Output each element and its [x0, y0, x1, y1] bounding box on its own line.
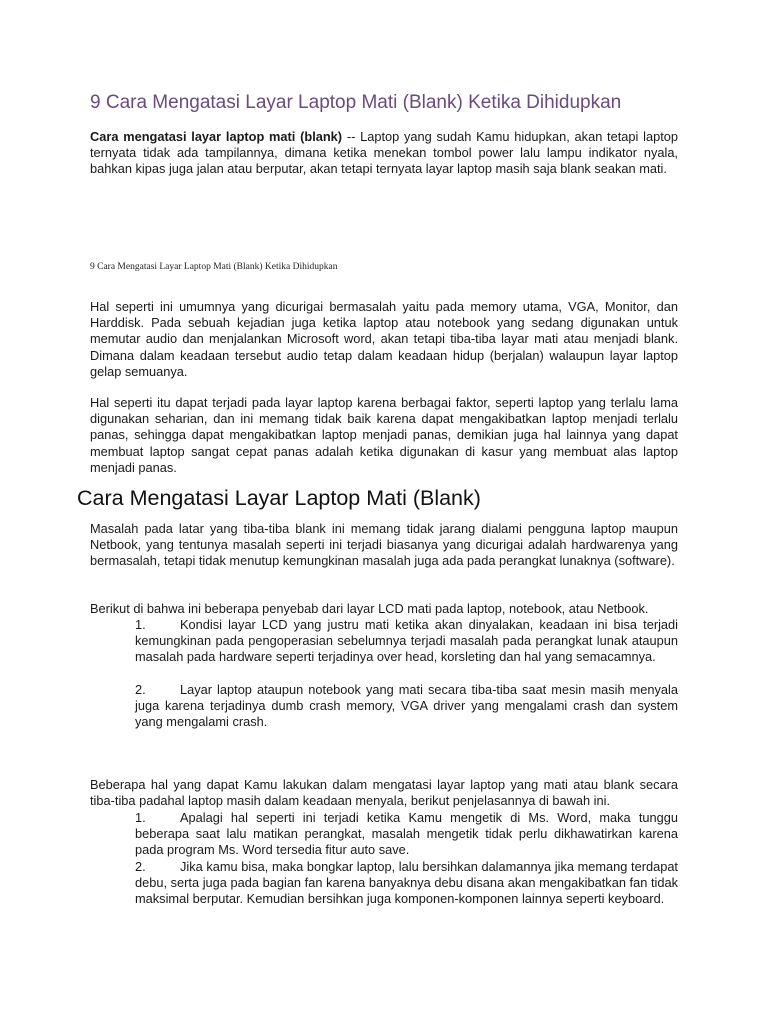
section-heading: Cara Mengatasi Layar Laptop Mati (Blank) [77, 486, 481, 510]
list-item [135, 859, 678, 908]
list-item [135, 682, 678, 731]
list-item-number: 2. [135, 682, 146, 697]
list-item [135, 810, 678, 859]
list-item-number: 2. [135, 859, 146, 874]
list-item-text: Jika kamu bisa, maka bongkar laptop, lalu bersihkan dalamannya jika memang terdapat debu, serta juga pada bagian fan karena banyaknya debu disana akan mengakibatkan fan tidak maksimal berputar. Kemudian bersihkan juga komponen-komponen lainnya seperti keyboard. [135, 859, 678, 907]
paragraph-1: Hal seperti ini umumnya yang dicurigai bermasalah yaitu pada memory utama, VGA, Monitor, dan Harddisk. Pada sebuah kejadian juga ketika laptop atau notebook yang sedang digunakan untuk memutar audio dan menjalankan Microsoft word, akan tetapi tiba-tiba layar mati atau menjadi blank. Dimana dalam keadaan tersebut audio tetap dalam keadaan hidup (berjalan) walaupun layar laptop gelap semuanya. [90, 299, 678, 379]
image-caption: 9 Cara Mengatasi Layar Laptop Mati (Blank) Ketika Dihidupkan [90, 262, 338, 272]
list-item-number: 1. [135, 810, 146, 825]
list-1-intro: Berikut di bahwa ini beberapa penyebab dari layar LCD mati pada laptop, notebook, atau Netbook. [90, 601, 649, 616]
list-2-intro: Beberapa hal yang dapat Kamu lakukan dalam mengatasi layar laptop yang mati atau blank secara tiba-tiba padahal laptop masih dalam keadaan menyala, berikut penjelasannya di bawah ini. [90, 777, 678, 809]
intro-bold: Cara mengatasi layar laptop mati (blank) [90, 129, 343, 144]
list-item-number: 1. [135, 617, 146, 632]
paragraph-3: Masalah pada latar yang tiba-tiba blank ini memang tidak jarang dialami pengguna laptop maupun Netbook, yang tentunya masalah seperti ini terjadi biasanya yang dicurigai adalah hardwarenya yang bermasalah, tetapi tidak menutup kemungkinan masalah juga ada pada perangkat lunaknya (software). [90, 521, 678, 569]
intro-text: -- Laptop yang sudah Kamu hidupkan, akan tetapi laptop ternyata tidak ada tampilannya, dimana ketika menekan tombol power lalu lampu indikator nyala, bahkan kipas juga jalan atau berputar, akan tetapi ternyata layar laptop masih saja blank seakan mati. [90, 129, 678, 177]
list-item-text: Apalagi hal seperti ini terjadi ketika Kamu mengetik di Ms. Word, maka tunggu beberapa saat lalu matikan perangkat, masalah mengetik tidak perlu dikhawatirkan karena pada program Ms. Word tersedia fitur auto save. [135, 810, 678, 858]
intro-paragraph [90, 129, 678, 178]
page-title: 9 Cara Mengatasi Layar Laptop Mati (Blank) Ketika Dihidupkan [90, 92, 622, 113]
list-item-text: Layar laptop ataupun notebook yang mati secara tiba-tiba saat mesin masih menyala juga karena terjadinya dumb crash memory, VGA driver yang mengalami crash dan system yang mengalami crash. [135, 682, 678, 730]
paragraph-2: Hal seperti itu dapat terjadi pada layar laptop karena berbagai faktor, seperti laptop yang terlalu lama digunakan seharian, dan ini memang tidak baik karena dapat mengakibatkan laptop menjadi terlalu panas, sehingga dapat mengakibatkan laptop menjadi panas, demikian juga hal lainnya yang dapat membuat laptop sangat cepat panas adalah ketika digunakan di kasur yang membuat alas laptop menjadi panas. [90, 395, 678, 475]
list-item-text: Kondisi layar LCD yang justru mati ketika akan dinyalakan, keadaan ini bisa terjadi kemungkinan pada pengoperasian sebelumnya terjadi masalah pada perangkat lunak ataupun masalah pada hardware seperti terjadinya over head, korsleting dan hal yang semacamnya. [135, 617, 678, 665]
list-item [135, 617, 678, 666]
